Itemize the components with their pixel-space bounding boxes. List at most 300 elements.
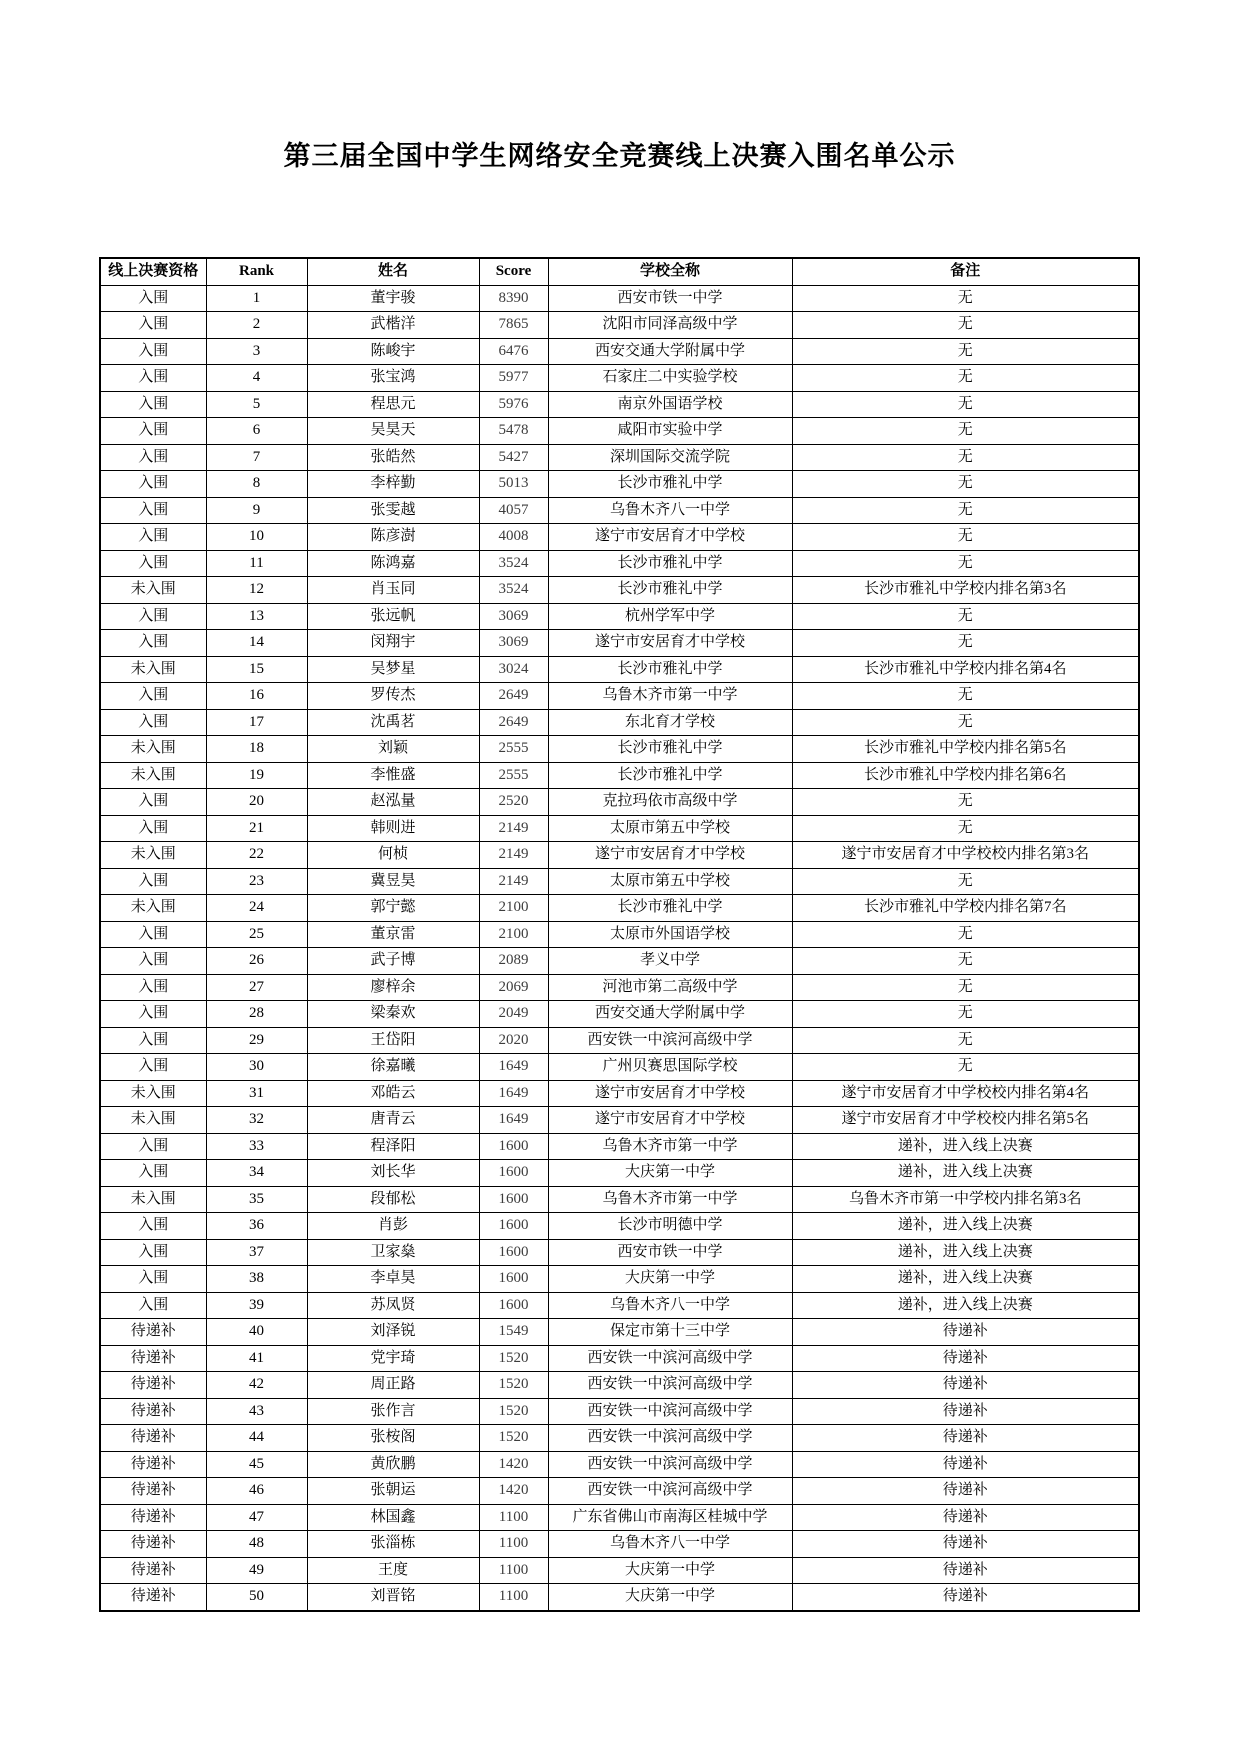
school-cell: 太原市第五中学校 [548, 815, 792, 842]
school-cell: 长沙市雅礼中学 [548, 736, 792, 763]
remark-cell: 无 [792, 948, 1139, 975]
name-cell: 董京雷 [307, 921, 479, 948]
qualification-cell: 未入围 [100, 895, 206, 922]
name-cell: 徐嘉曦 [307, 1054, 479, 1081]
score-cell: 3524 [479, 550, 548, 577]
name-cell: 陈鸿嘉 [307, 550, 479, 577]
qualification-cell: 待递补 [100, 1398, 206, 1425]
qualification-cell: 入围 [100, 338, 206, 365]
name-cell: 沈禹茗 [307, 709, 479, 736]
remark-cell: 递补，进入线上决赛 [792, 1213, 1139, 1240]
school-cell: 长沙市雅礼中学 [548, 550, 792, 577]
table-row [100, 1557, 1139, 1584]
score-cell: 5976 [479, 391, 548, 418]
score-cell: 2069 [479, 974, 548, 1001]
name-cell: 程思元 [307, 391, 479, 418]
table-row [100, 1239, 1139, 1266]
name-cell: 邓皓云 [307, 1080, 479, 1107]
table-row [100, 1133, 1139, 1160]
school-cell: 孝义中学 [548, 948, 792, 975]
table-row [100, 577, 1139, 604]
school-cell: 乌鲁木齐市第一中学 [548, 1133, 792, 1160]
school-cell: 遂宁市安居育才中学校 [548, 524, 792, 551]
school-cell: 石家庄二中实验学校 [548, 365, 792, 392]
table-row [100, 497, 1139, 524]
name-cell: 刘晋铭 [307, 1584, 479, 1611]
qualification-cell: 未入围 [100, 736, 206, 763]
table-row [100, 418, 1139, 445]
remark-cell: 长沙市雅礼中学校内排名第5名 [792, 736, 1139, 763]
remark-cell: 无 [792, 365, 1139, 392]
school-cell: 长沙市明德中学 [548, 1213, 792, 1240]
name-cell: 陈峻宇 [307, 338, 479, 365]
rank-cell: 21 [206, 815, 307, 842]
remark-cell: 待递补 [792, 1451, 1139, 1478]
qualification-cell: 待递补 [100, 1478, 206, 1505]
qualification-cell: 未入围 [100, 577, 206, 604]
name-cell: 段郁松 [307, 1186, 479, 1213]
name-cell: 赵泓量 [307, 789, 479, 816]
school-cell: 长沙市雅礼中学 [548, 762, 792, 789]
name-cell: 刘泽锐 [307, 1319, 479, 1346]
name-cell: 张淄栋 [307, 1531, 479, 1558]
school-cell: 西安铁一中滨河高级中学 [548, 1425, 792, 1452]
table-row [100, 1027, 1139, 1054]
school-cell: 大庆第一中学 [548, 1160, 792, 1187]
score-cell: 6476 [479, 338, 548, 365]
school-cell: 深圳国际交流学院 [548, 444, 792, 471]
table-row [100, 444, 1139, 471]
name-cell: 王岱阳 [307, 1027, 479, 1054]
remark-cell: 无 [792, 338, 1139, 365]
school-cell: 乌鲁木齐八一中学 [548, 1292, 792, 1319]
table-row [100, 1001, 1139, 1028]
qualification-cell: 入围 [100, 1054, 206, 1081]
rank-cell: 9 [206, 497, 307, 524]
rank-cell: 46 [206, 1478, 307, 1505]
rank-cell: 17 [206, 709, 307, 736]
school-cell: 西安市铁一中学 [548, 1239, 792, 1266]
rank-cell: 45 [206, 1451, 307, 1478]
school-cell: 太原市外国语学校 [548, 921, 792, 948]
rank-cell: 22 [206, 842, 307, 869]
score-cell: 1100 [479, 1557, 548, 1584]
school-cell: 遂宁市安居育才中学校 [548, 1080, 792, 1107]
table-row [100, 1531, 1139, 1558]
score-cell: 1600 [479, 1292, 548, 1319]
remark-cell: 无 [792, 524, 1139, 551]
score-cell: 1600 [479, 1213, 548, 1240]
name-cell: 董宇骏 [307, 285, 479, 312]
table-row [100, 1584, 1139, 1611]
score-cell: 1649 [479, 1107, 548, 1134]
school-cell: 遂宁市安居育才中学校 [548, 630, 792, 657]
school-cell: 长沙市雅礼中学 [548, 471, 792, 498]
rank-cell: 44 [206, 1425, 307, 1452]
score-cell: 3069 [479, 630, 548, 657]
rank-cell: 10 [206, 524, 307, 551]
name-cell: 张朝运 [307, 1478, 479, 1505]
table-row [100, 1398, 1139, 1425]
score-cell: 2555 [479, 736, 548, 763]
rank-cell: 26 [206, 948, 307, 975]
name-cell: 韩则进 [307, 815, 479, 842]
header-name: 姓名 [307, 258, 479, 285]
score-cell: 1420 [479, 1478, 548, 1505]
score-cell: 2089 [479, 948, 548, 975]
remark-cell: 递补，进入线上决赛 [792, 1266, 1139, 1293]
school-cell: 咸阳市实验中学 [548, 418, 792, 445]
remark-cell: 待递补 [792, 1557, 1139, 1584]
table-row [100, 630, 1139, 657]
remark-cell: 无 [792, 921, 1139, 948]
header-rank: Rank [206, 258, 307, 285]
school-cell: 河池市第二高级中学 [548, 974, 792, 1001]
remark-cell: 待递补 [792, 1425, 1139, 1452]
remark-cell: 无 [792, 683, 1139, 710]
rank-cell: 43 [206, 1398, 307, 1425]
table-row [100, 842, 1139, 869]
remark-cell: 无 [792, 868, 1139, 895]
name-cell: 程泽阳 [307, 1133, 479, 1160]
remark-cell: 待递补 [792, 1372, 1139, 1399]
score-cell: 1100 [479, 1584, 548, 1611]
school-cell: 西安市铁一中学 [548, 285, 792, 312]
remark-cell: 长沙市雅礼中学校内排名第6名 [792, 762, 1139, 789]
remark-cell: 无 [792, 285, 1139, 312]
school-cell: 遂宁市安居育才中学校 [548, 842, 792, 869]
school-cell: 西安铁一中滨河高级中学 [548, 1478, 792, 1505]
name-cell: 武楷洋 [307, 312, 479, 339]
score-cell: 2649 [479, 683, 548, 710]
name-cell: 何桢 [307, 842, 479, 869]
name-cell: 张远帆 [307, 603, 479, 630]
table-row [100, 1186, 1139, 1213]
school-cell: 保定市第十三中学 [548, 1319, 792, 1346]
remark-cell: 待递补 [792, 1531, 1139, 1558]
rank-cell: 27 [206, 974, 307, 1001]
qualification-cell: 入围 [100, 603, 206, 630]
rank-cell: 37 [206, 1239, 307, 1266]
rank-cell: 41 [206, 1345, 307, 1372]
school-cell: 乌鲁木齐八一中学 [548, 497, 792, 524]
rank-cell: 48 [206, 1531, 307, 1558]
qualification-cell: 待递补 [100, 1345, 206, 1372]
remark-cell: 乌鲁木齐市第一中学校内排名第3名 [792, 1186, 1139, 1213]
remark-cell: 待递补 [792, 1319, 1139, 1346]
qualification-cell: 入围 [100, 1133, 206, 1160]
name-cell: 刘长华 [307, 1160, 479, 1187]
name-cell: 李梓勤 [307, 471, 479, 498]
score-cell: 2100 [479, 895, 548, 922]
school-cell: 太原市第五中学校 [548, 868, 792, 895]
score-cell: 1649 [479, 1054, 548, 1081]
rank-cell: 7 [206, 444, 307, 471]
rank-cell: 49 [206, 1557, 307, 1584]
school-cell: 西安交通大学附属中学 [548, 338, 792, 365]
table-row [100, 1478, 1139, 1505]
school-cell: 大庆第一中学 [548, 1584, 792, 1611]
name-cell: 李卓昊 [307, 1266, 479, 1293]
table-row [100, 656, 1139, 683]
score-cell: 5478 [479, 418, 548, 445]
rank-cell: 35 [206, 1186, 307, 1213]
table-row [100, 1345, 1139, 1372]
rank-cell: 5 [206, 391, 307, 418]
name-cell: 张作言 [307, 1398, 479, 1425]
name-cell: 苏凤贤 [307, 1292, 479, 1319]
school-cell: 遂宁市安居育才中学校 [548, 1107, 792, 1134]
rank-cell: 36 [206, 1213, 307, 1240]
qualification-cell: 入围 [100, 418, 206, 445]
score-cell: 7865 [479, 312, 548, 339]
remark-cell: 待递补 [792, 1584, 1139, 1611]
remark-cell: 遂宁市安居育才中学校校内排名第4名 [792, 1080, 1139, 1107]
name-cell: 梁秦欢 [307, 1001, 479, 1028]
school-cell: 西安铁一中滨河高级中学 [548, 1398, 792, 1425]
remark-cell: 无 [792, 974, 1139, 1001]
qualification-cell: 入围 [100, 1001, 206, 1028]
name-cell: 张宝鸿 [307, 365, 479, 392]
table-row [100, 1451, 1139, 1478]
table-row [100, 1372, 1139, 1399]
remark-cell: 无 [792, 312, 1139, 339]
qualification-cell: 入围 [100, 550, 206, 577]
name-cell: 王度 [307, 1557, 479, 1584]
qualification-cell: 入围 [100, 1239, 206, 1266]
rank-cell: 32 [206, 1107, 307, 1134]
name-cell: 李惟盛 [307, 762, 479, 789]
table-row [100, 312, 1139, 339]
school-cell: 西安铁一中滨河高级中学 [548, 1345, 792, 1372]
remark-cell: 无 [792, 471, 1139, 498]
remark-cell: 无 [792, 1027, 1139, 1054]
rank-cell: 50 [206, 1584, 307, 1611]
school-cell: 南京外国语学校 [548, 391, 792, 418]
qualification-cell: 未入围 [100, 1107, 206, 1134]
rank-cell: 23 [206, 868, 307, 895]
name-cell: 武子博 [307, 948, 479, 975]
rank-cell: 30 [206, 1054, 307, 1081]
name-cell: 林国鑫 [307, 1504, 479, 1531]
score-cell: 1520 [479, 1398, 548, 1425]
qualification-cell: 入围 [100, 868, 206, 895]
table-row [100, 868, 1139, 895]
rank-cell: 11 [206, 550, 307, 577]
qualification-cell: 入围 [100, 391, 206, 418]
name-cell: 刘颖 [307, 736, 479, 763]
remark-cell: 无 [792, 603, 1139, 630]
score-cell: 5977 [479, 365, 548, 392]
remark-cell: 遂宁市安居育才中学校校内排名第3名 [792, 842, 1139, 869]
qualification-cell: 待递补 [100, 1584, 206, 1611]
rank-cell: 12 [206, 577, 307, 604]
qualification-cell: 入围 [100, 974, 206, 1001]
table-row [100, 789, 1139, 816]
remark-cell: 无 [792, 550, 1139, 577]
score-cell: 2555 [479, 762, 548, 789]
school-cell: 乌鲁木齐市第一中学 [548, 683, 792, 710]
header-score: Score [479, 258, 548, 285]
qualification-cell: 未入围 [100, 762, 206, 789]
remark-cell: 待递补 [792, 1478, 1139, 1505]
score-cell: 2149 [479, 868, 548, 895]
rank-cell: 3 [206, 338, 307, 365]
name-cell: 冀昱昊 [307, 868, 479, 895]
table-row [100, 895, 1139, 922]
rank-cell: 31 [206, 1080, 307, 1107]
score-cell: 1600 [479, 1239, 548, 1266]
rank-cell: 24 [206, 895, 307, 922]
table-header [100, 258, 1139, 285]
page-title: 第三届全国中学生网络安全竞赛线上决赛入围名单公示 [283, 141, 956, 171]
rank-cell: 33 [206, 1133, 307, 1160]
rank-cell: 29 [206, 1027, 307, 1054]
score-cell: 1649 [479, 1080, 548, 1107]
school-cell: 大庆第一中学 [548, 1266, 792, 1293]
table-row [100, 1213, 1139, 1240]
remark-cell: 无 [792, 815, 1139, 842]
school-cell: 广东省佛山市南海区桂城中学 [548, 1504, 792, 1531]
score-cell: 2020 [479, 1027, 548, 1054]
remark-cell: 递补，进入线上决赛 [792, 1160, 1139, 1187]
score-cell: 1520 [479, 1372, 548, 1399]
qualification-cell: 入围 [100, 921, 206, 948]
rank-cell: 40 [206, 1319, 307, 1346]
remark-cell: 无 [792, 444, 1139, 471]
remark-cell: 递补，进入线上决赛 [792, 1239, 1139, 1266]
qualification-cell: 入围 [100, 815, 206, 842]
score-cell: 2149 [479, 842, 548, 869]
qualification-cell: 入围 [100, 312, 206, 339]
remark-cell: 长沙市雅礼中学校内排名第4名 [792, 656, 1139, 683]
school-cell: 沈阳市同泽高级中学 [548, 312, 792, 339]
table-row [100, 683, 1139, 710]
table-row [100, 1504, 1139, 1531]
remark-cell: 递补，进入线上决赛 [792, 1133, 1139, 1160]
qualification-cell: 入围 [100, 1160, 206, 1187]
table-row [100, 948, 1139, 975]
table-row [100, 524, 1139, 551]
rank-cell: 2 [206, 312, 307, 339]
name-cell: 卫家燊 [307, 1239, 479, 1266]
score-cell: 2149 [479, 815, 548, 842]
score-cell: 1420 [479, 1451, 548, 1478]
remark-cell: 无 [792, 709, 1139, 736]
remark-cell: 长沙市雅礼中学校内排名第3名 [792, 577, 1139, 604]
table-row [100, 762, 1139, 789]
score-cell: 1520 [479, 1425, 548, 1452]
name-cell: 肖玉同 [307, 577, 479, 604]
qualification-cell: 待递补 [100, 1372, 206, 1399]
remark-cell: 长沙市雅礼中学校内排名第7名 [792, 895, 1139, 922]
school-cell: 大庆第一中学 [548, 1557, 792, 1584]
score-cell: 1600 [479, 1133, 548, 1160]
school-cell: 乌鲁木齐八一中学 [548, 1531, 792, 1558]
rank-cell: 6 [206, 418, 307, 445]
name-cell: 郭宁懿 [307, 895, 479, 922]
rank-cell: 15 [206, 656, 307, 683]
school-cell: 克拉玛依市高级中学 [548, 789, 792, 816]
remark-cell: 无 [792, 497, 1139, 524]
table-row [100, 1080, 1139, 1107]
qualification-cell: 未入围 [100, 656, 206, 683]
name-cell: 吴昊天 [307, 418, 479, 445]
rank-cell: 28 [206, 1001, 307, 1028]
table-row [100, 815, 1139, 842]
remark-cell: 递补，进入线上决赛 [792, 1292, 1139, 1319]
school-cell: 长沙市雅礼中学 [548, 656, 792, 683]
remark-cell: 无 [792, 418, 1139, 445]
rank-cell: 47 [206, 1504, 307, 1531]
table-row [100, 1266, 1139, 1293]
rank-cell: 18 [206, 736, 307, 763]
qualification-cell: 入围 [100, 683, 206, 710]
qualification-cell: 待递补 [100, 1557, 206, 1584]
score-cell: 1100 [479, 1504, 548, 1531]
name-cell: 张桉阁 [307, 1425, 479, 1452]
score-cell: 3069 [479, 603, 548, 630]
score-cell: 5427 [479, 444, 548, 471]
name-cell: 吴梦星 [307, 656, 479, 683]
qualification-cell: 入围 [100, 1266, 206, 1293]
rank-cell: 8 [206, 471, 307, 498]
remark-cell: 无 [792, 630, 1139, 657]
table-row [100, 974, 1139, 1001]
qualification-cell: 入围 [100, 471, 206, 498]
qualification-cell: 入围 [100, 948, 206, 975]
qualification-cell: 入围 [100, 630, 206, 657]
qualification-cell: 未入围 [100, 1080, 206, 1107]
table-row [100, 1107, 1139, 1134]
score-cell: 4057 [479, 497, 548, 524]
qualification-cell: 入围 [100, 1027, 206, 1054]
table-row [100, 1292, 1139, 1319]
school-cell: 杭州学军中学 [548, 603, 792, 630]
table-header-row [100, 258, 1139, 285]
rank-cell: 14 [206, 630, 307, 657]
name-cell: 张雯越 [307, 497, 479, 524]
qualification-cell: 入围 [100, 524, 206, 551]
name-cell: 廖梓余 [307, 974, 479, 1001]
rank-cell: 20 [206, 789, 307, 816]
name-cell: 闵翔宇 [307, 630, 479, 657]
name-cell: 黄欣鹏 [307, 1451, 479, 1478]
qualification-cell: 待递补 [100, 1451, 206, 1478]
qualification-cell: 未入围 [100, 1186, 206, 1213]
score-cell: 1549 [479, 1319, 548, 1346]
qualification-cell: 入围 [100, 285, 206, 312]
remark-cell: 待递补 [792, 1398, 1139, 1425]
rank-cell: 13 [206, 603, 307, 630]
score-cell: 3024 [479, 656, 548, 683]
score-cell: 5013 [479, 471, 548, 498]
qualification-cell: 入围 [100, 444, 206, 471]
name-cell: 周正路 [307, 1372, 479, 1399]
table-row [100, 550, 1139, 577]
score-cell: 1600 [479, 1186, 548, 1213]
rank-cell: 19 [206, 762, 307, 789]
header-remark: 备注 [792, 258, 1139, 285]
school-cell: 长沙市雅礼中学 [548, 577, 792, 604]
remark-cell: 无 [792, 1054, 1139, 1081]
qualification-cell: 入围 [100, 789, 206, 816]
score-cell: 1100 [479, 1531, 548, 1558]
rank-cell: 1 [206, 285, 307, 312]
name-cell: 唐青云 [307, 1107, 479, 1134]
table-row [100, 736, 1139, 763]
rank-cell: 39 [206, 1292, 307, 1319]
